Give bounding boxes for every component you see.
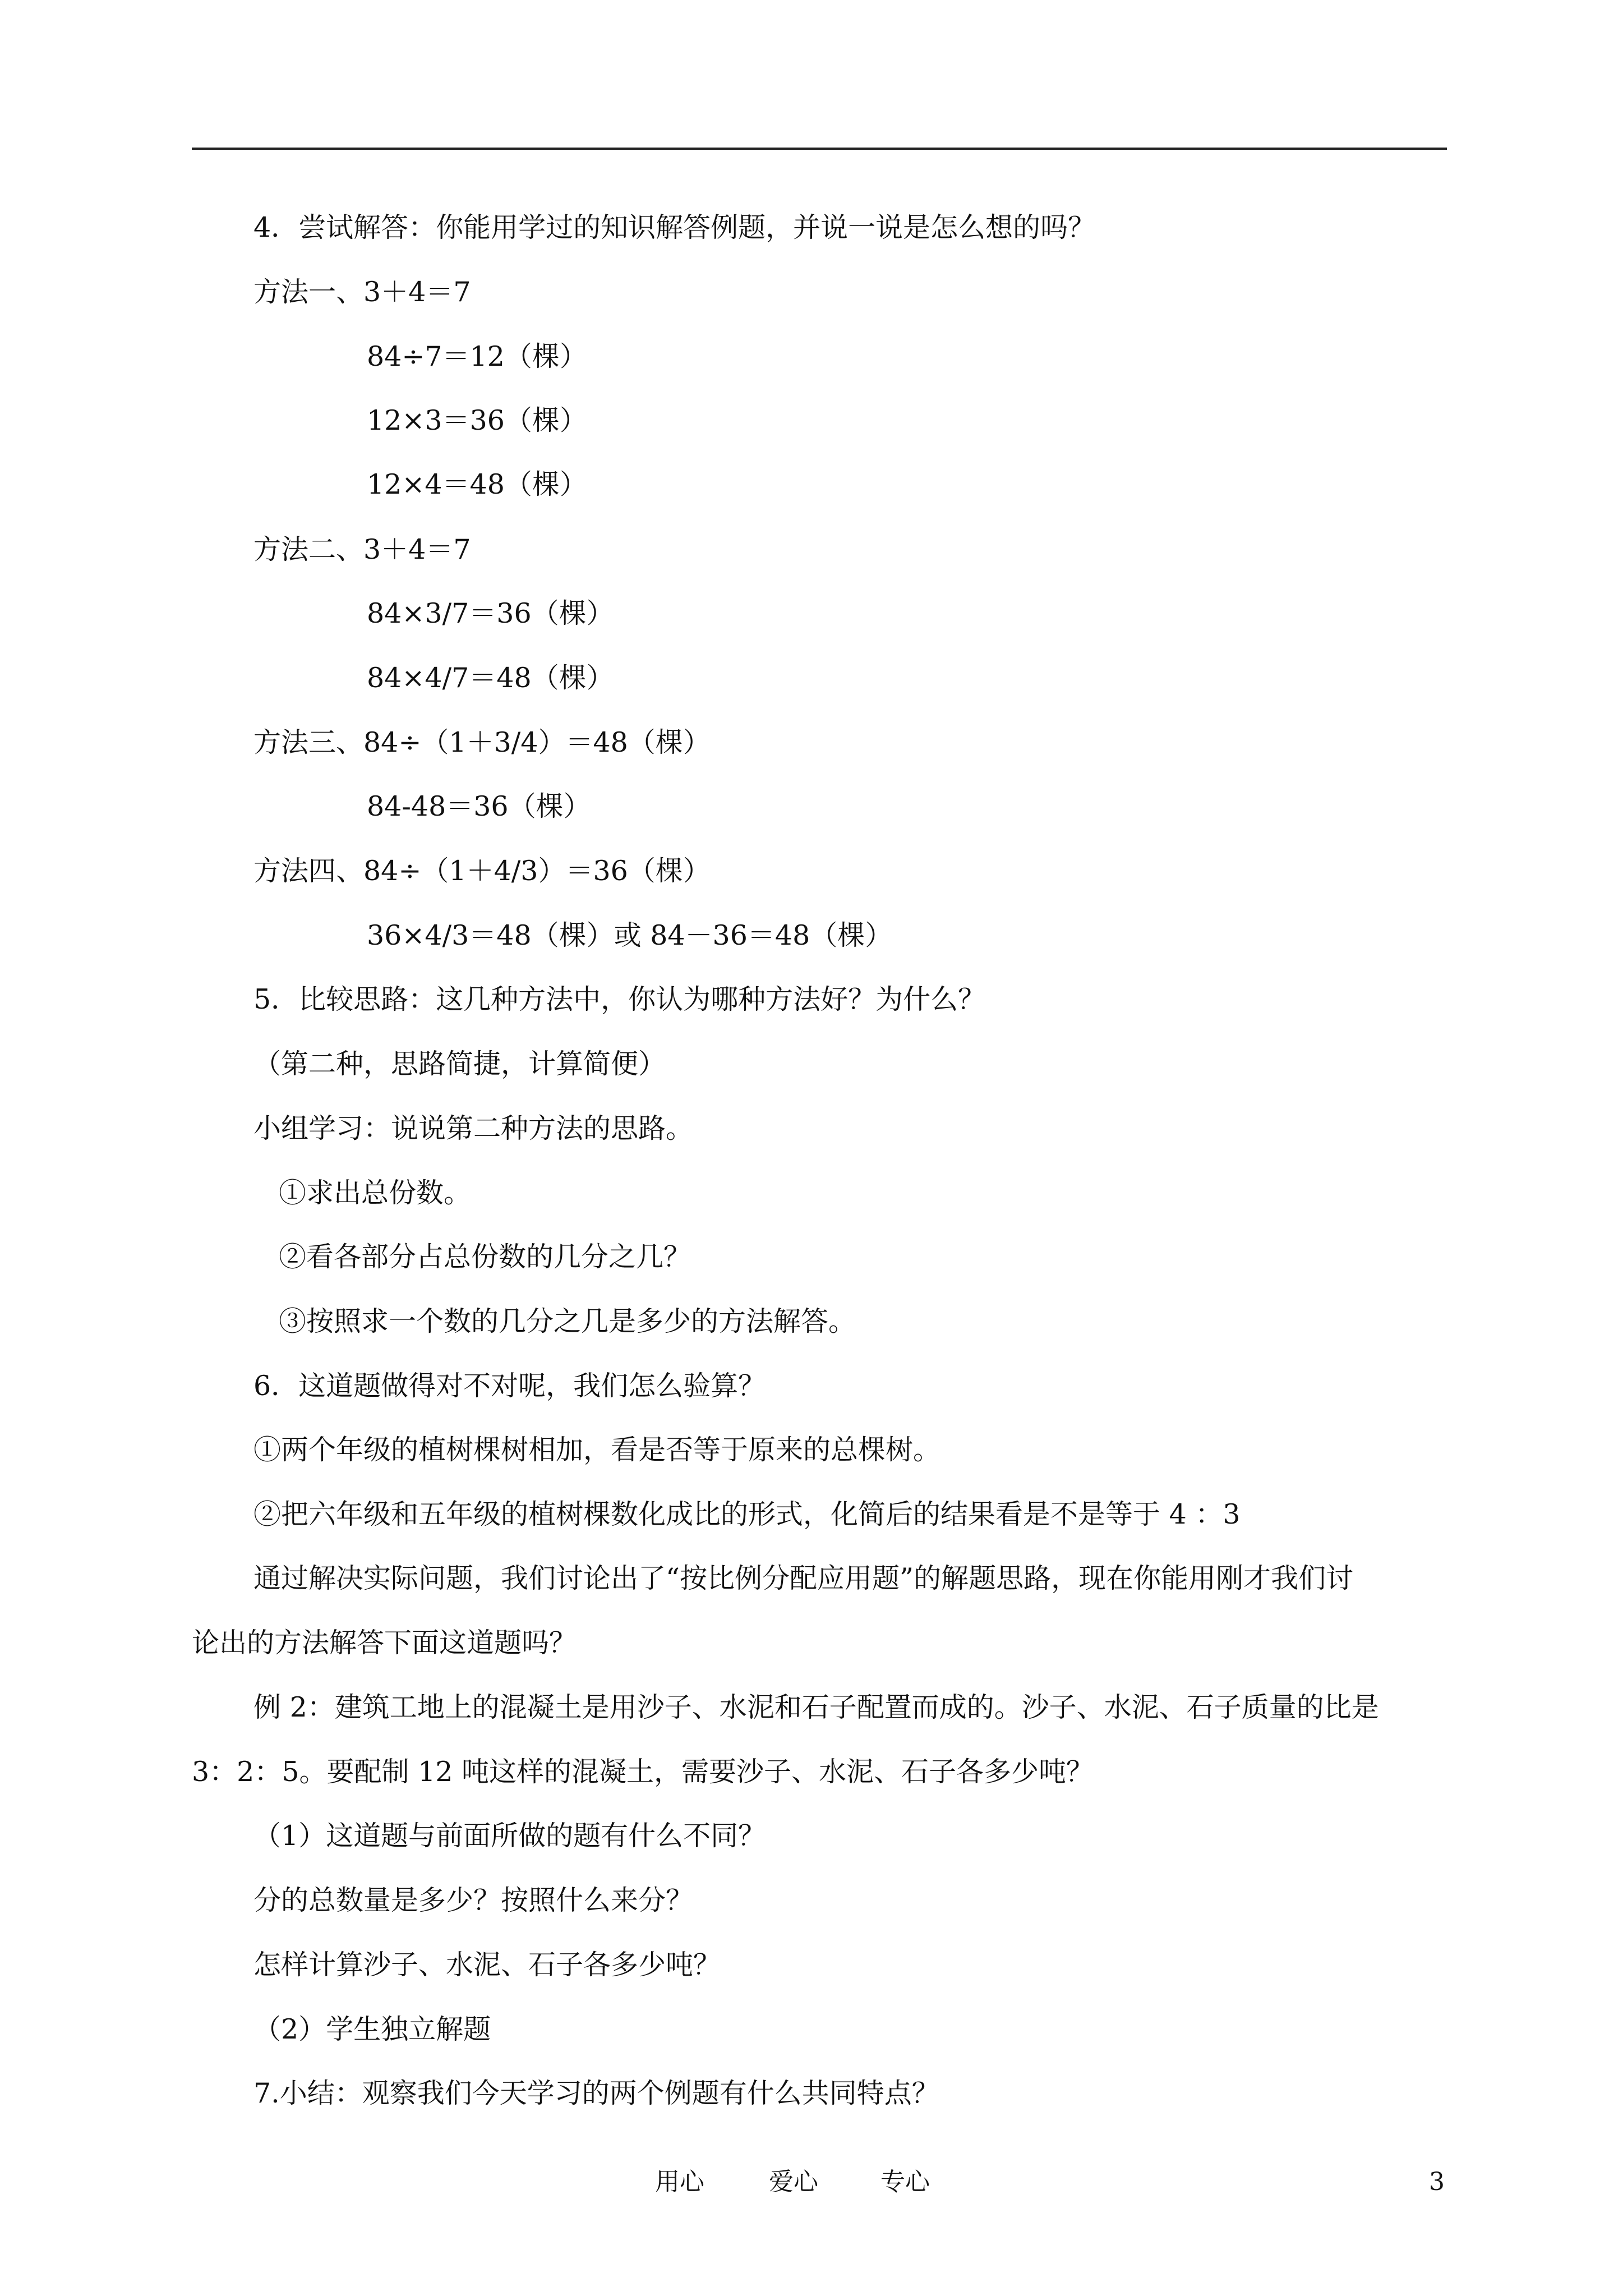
text-line: ②看各部分占总份数的几分之几？ [279,1241,691,1273]
text-line: ①求出总份数。 [279,1177,472,1209]
text-line: 方法四、84÷（1＋4/3）＝36（棵） [253,855,711,887]
text-line: 84×4/7＝48（棵） [367,662,614,694]
text-line: ③按照求一个数的几分之几是多少的方法解答。 [279,1305,856,1337]
text-line: 小组学习：说说第二种方法的思路。 [253,1112,694,1144]
text-line: 7.小结：观察我们今天学习的两个例题有什么共同特点？ [253,2077,939,2109]
text-line: 3：2：5。要配制 12 吨这样的混凝土，需要沙子、水泥、石子各多少吨？ [192,1756,1094,1788]
text-line: （1）这道题与前面所做的题有什么不同？ [253,1820,766,1852]
text-line: 84×3/7＝36（棵） [367,597,614,629]
text-line: 方法三、84÷（1＋3/4）＝48（棵） [253,726,711,758]
text-line: 84-48＝36（棵） [367,790,591,822]
text-line: 36×4/3＝48（棵）或 84－36＝48（棵） [367,919,893,951]
text-line: 通过解决实际问题，我们讨论出了“按比例分配应用题”的解题思路，现在你能用刚才我们讨 [253,1562,1354,1594]
text-line: ②把六年级和五年级的植树棵数化成比的形式，化简后的结果看是不是等于 4 ：3 [253,1498,1241,1530]
text-line: 4．尝试解答：你能用学过的知识解答例题，并说一说是怎么想的吗？ [253,211,1096,243]
text-line: 5．比较思路：这几种方法中，你认为哪种方法好？为什么？ [253,983,986,1015]
text-line: 12×4＝48（棵） [367,468,587,500]
text-line: 怎样计算沙子、水泥、石子各多少吨？ [253,1949,721,1981]
page-number: 3 [1429,2168,1445,2196]
text-line: 方法一、3＋4＝7 [253,276,471,308]
text-line: 例 2：建筑工地上的混凝土是用沙子、水泥和石子配置而成的。沙子、水泥、石子质量的比是 [253,1691,1379,1723]
footer-motto-3: 专心 [880,2168,930,2196]
text-line: 6．这道题做得对不对呢，我们怎么验算？ [253,1370,766,1402]
header-rule [192,148,1447,150]
text-line: 84÷7＝12（棵） [367,341,587,372]
text-line: 分的总数量是多少？按照什么来分？ [253,1884,694,1916]
text-line: 方法二、3＋4＝7 [253,533,471,565]
text-line: 12×3＝36（棵） [367,404,587,436]
text-line: 论出的方法解答下面这道题吗？ [192,1627,577,1659]
text-line: （2）学生独立解题 [253,2013,491,2045]
text-line: （第二种，思路简捷，计算简便） [253,1048,666,1080]
footer-motto-1: 用心 [655,2168,704,2196]
footer-motto-2: 爱心 [769,2168,818,2196]
text-line: ①两个年级的植树棵树相加，看是否等于原来的总棵树。 [253,1434,941,1466]
